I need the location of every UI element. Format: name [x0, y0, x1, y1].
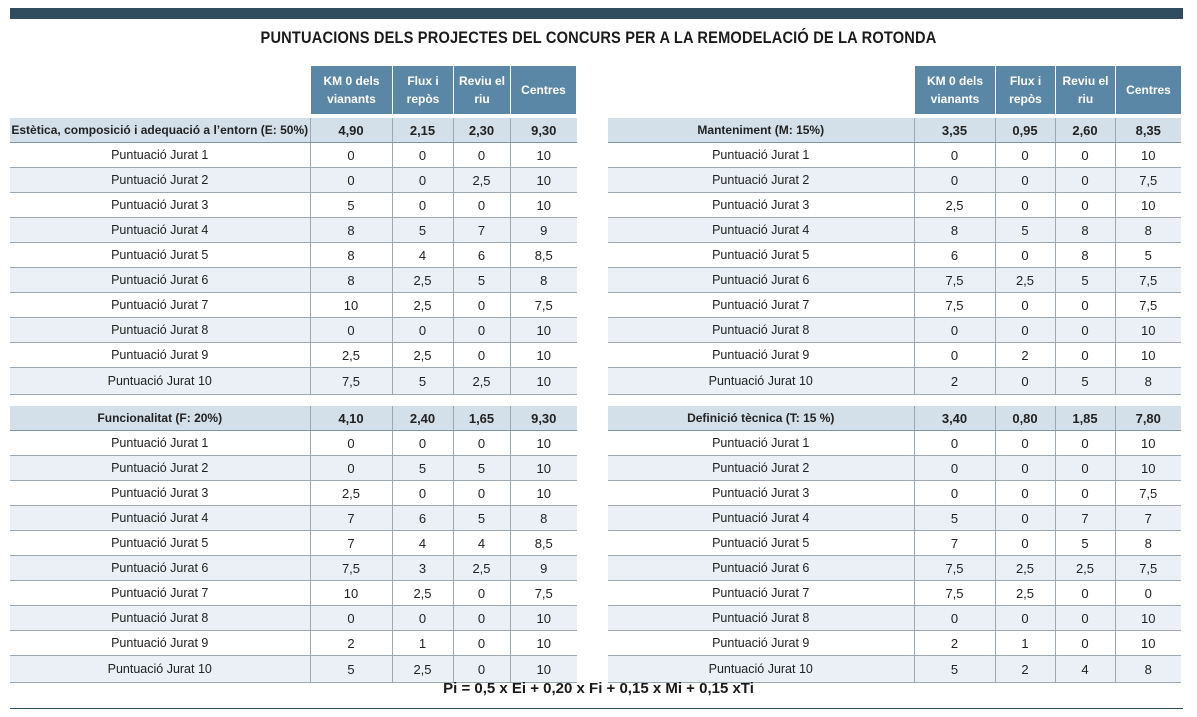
- score-cell: 5: [392, 218, 453, 243]
- table-row: [10, 143, 577, 168]
- section-total-value: 9,30: [510, 406, 577, 431]
- score-cell: 0: [453, 343, 510, 368]
- table-row: [10, 531, 577, 556]
- score-cell: 10: [510, 168, 577, 193]
- table-estetica: [10, 118, 577, 395]
- score-cell: 0: [995, 243, 1055, 268]
- jury-label: Puntuació Jurat 5: [608, 243, 914, 268]
- table-row: [608, 268, 1181, 293]
- score-cell: 0: [453, 293, 510, 318]
- jury-label: Puntuació Jurat 7: [608, 293, 914, 318]
- score-cell: 5: [1055, 531, 1115, 556]
- score-cell: 0: [1055, 606, 1115, 631]
- score-cell: 0: [453, 431, 510, 456]
- score-cell: 4: [1055, 656, 1115, 683]
- score-cell: 10: [1115, 343, 1181, 368]
- table-row: [608, 481, 1181, 506]
- score-cell: 0: [453, 318, 510, 343]
- score-cell: 2,5: [310, 481, 392, 506]
- score-cell: 10: [510, 193, 577, 218]
- score-cell: 10: [510, 431, 577, 456]
- score-cell: 0: [453, 581, 510, 606]
- table-row: [608, 456, 1181, 481]
- section-total-row: [608, 406, 1181, 431]
- table-row: [10, 606, 577, 631]
- jury-label: Puntuació Jurat 7: [10, 293, 310, 318]
- score-cell: 2,5: [995, 268, 1055, 293]
- score-cell: 8: [1055, 243, 1115, 268]
- score-cell: 10: [310, 293, 392, 318]
- score-cell: 1: [995, 631, 1055, 656]
- column-header-km0: KM 0 dels vianants: [915, 66, 995, 114]
- score-cell: 0: [1055, 481, 1115, 506]
- jury-label: Puntuació Jurat 3: [10, 193, 310, 218]
- score-cell: 10: [1115, 431, 1181, 456]
- score-cell: 5: [995, 218, 1055, 243]
- top-rule: [10, 8, 1183, 19]
- score-cell: 7,5: [1115, 481, 1181, 506]
- score-cell: 7,5: [1115, 268, 1181, 293]
- section-total-value: 2,15: [392, 118, 453, 143]
- score-cell: 8: [510, 506, 577, 531]
- score-cell: 7: [453, 218, 510, 243]
- jury-label: Puntuació Jurat 1: [608, 143, 914, 168]
- section-total-value: 2,30: [453, 118, 510, 143]
- score-cell: 9: [510, 556, 577, 581]
- score-cell: 2,5: [995, 581, 1055, 606]
- score-cell: 2: [995, 343, 1055, 368]
- score-cell: 0: [914, 431, 995, 456]
- table-row: [608, 531, 1181, 556]
- table-row: [608, 193, 1181, 218]
- jury-label: Puntuació Jurat 6: [10, 268, 310, 293]
- score-cell: 2,5: [453, 168, 510, 193]
- score-cell: 0: [1055, 456, 1115, 481]
- table-row: [608, 293, 1181, 318]
- table-row: [608, 606, 1181, 631]
- section-label: Definició tècnica (T: 15 %): [608, 406, 914, 431]
- section-total-value: 1,65: [453, 406, 510, 431]
- score-cell: 2: [914, 631, 995, 656]
- table-row: [10, 218, 577, 243]
- score-cell: 2,5: [310, 343, 392, 368]
- score-cell: 0: [995, 143, 1055, 168]
- jury-label: Puntuació Jurat 7: [10, 581, 310, 606]
- jury-label: Puntuació Jurat 8: [608, 318, 914, 343]
- jury-label: Puntuació Jurat 9: [608, 631, 914, 656]
- score-cell: 2,5: [392, 656, 453, 683]
- score-cell: 3: [392, 556, 453, 581]
- score-cell: 0: [1055, 343, 1115, 368]
- section-total-value: 2,60: [1055, 118, 1115, 143]
- score-cell: 4: [392, 531, 453, 556]
- score-cell: 7,5: [914, 268, 995, 293]
- score-cell: 7,5: [914, 293, 995, 318]
- column-header-flux: Flux i repòs: [996, 66, 1055, 114]
- score-cell: 5: [392, 456, 453, 481]
- section-total-value: 4,10: [310, 406, 392, 431]
- table-row: [608, 218, 1181, 243]
- score-cell: 0: [914, 343, 995, 368]
- score-cell: 8: [1115, 368, 1181, 395]
- score-cell: 8: [310, 243, 392, 268]
- score-cell: 4: [392, 243, 453, 268]
- score-cell: 7,5: [1115, 556, 1181, 581]
- score-cell: 0: [1055, 143, 1115, 168]
- section-total-value: 3,35: [914, 118, 995, 143]
- score-cell: 7: [310, 531, 392, 556]
- score-cell: 10: [510, 318, 577, 343]
- section-total-row: [10, 118, 577, 143]
- score-cell: 6: [453, 243, 510, 268]
- score-cell: 8: [510, 268, 577, 293]
- table-manteniment: [608, 118, 1181, 395]
- jury-label: Puntuació Jurat 10: [10, 368, 310, 395]
- column-header-flux: Flux i repòs: [393, 66, 453, 114]
- score-cell: 0: [310, 431, 392, 456]
- score-cell: 6: [392, 506, 453, 531]
- score-cell: 10: [1115, 606, 1181, 631]
- score-cell: 7,5: [510, 581, 577, 606]
- table-row: [10, 193, 577, 218]
- table-row: [608, 343, 1181, 368]
- column-header-centres: Centres: [511, 66, 576, 114]
- section-label: Manteniment (M: 15%): [608, 118, 914, 143]
- table-row: [10, 581, 577, 606]
- score-cell: 2,5: [995, 556, 1055, 581]
- section-total-value: 0,80: [995, 406, 1055, 431]
- score-cell: 0: [453, 481, 510, 506]
- score-cell: 8: [1115, 218, 1181, 243]
- column-header-centres: Centres: [1116, 66, 1181, 114]
- section-total-value: 0,95: [995, 118, 1055, 143]
- score-cell: 2,5: [392, 293, 453, 318]
- score-cell: 10: [510, 143, 577, 168]
- score-cell: 7,5: [914, 556, 995, 581]
- jury-label: Puntuació Jurat 1: [10, 431, 310, 456]
- score-cell: 0: [914, 168, 995, 193]
- score-cell: 2,5: [392, 268, 453, 293]
- jury-label: Puntuació Jurat 8: [608, 606, 914, 631]
- score-cell: 7,5: [310, 556, 392, 581]
- score-cell: 10: [1115, 456, 1181, 481]
- score-cell: 1: [392, 631, 453, 656]
- table-row: [608, 506, 1181, 531]
- jury-label: Puntuació Jurat 5: [608, 531, 914, 556]
- score-cell: 5: [1115, 243, 1181, 268]
- score-cell: 0: [1055, 431, 1115, 456]
- table-row: [10, 556, 577, 581]
- jury-label: Puntuació Jurat 4: [10, 506, 310, 531]
- jury-label: Puntuació Jurat 6: [608, 556, 914, 581]
- jury-label: Puntuació Jurat 6: [608, 268, 914, 293]
- score-cell: 10: [1115, 631, 1181, 656]
- jury-label: Puntuació Jurat 3: [608, 481, 914, 506]
- jury-label: Puntuació Jurat 9: [10, 343, 310, 368]
- score-cell: 0: [995, 506, 1055, 531]
- column-header-reviu: Reviu el riu: [1056, 66, 1115, 114]
- score-cell: 10: [1115, 193, 1181, 218]
- score-cell: 0: [1055, 581, 1115, 606]
- jury-label: Puntuació Jurat 3: [10, 481, 310, 506]
- score-cell: 8: [914, 218, 995, 243]
- table-funcionalitat: [10, 406, 577, 683]
- score-cell: 10: [310, 581, 392, 606]
- column-header-reviu: Reviu el riu: [454, 66, 510, 114]
- score-cell: 8: [310, 268, 392, 293]
- score-cell: 2,5: [1055, 556, 1115, 581]
- score-cell: 0: [1055, 193, 1115, 218]
- table-row: [608, 243, 1181, 268]
- page-title: PUNTUACIONS DELS PROJECTES DEL CONCURS PER A LA REMODELACIÓ DE LA ROTONDA: [260, 28, 937, 47]
- table-row: [608, 556, 1181, 581]
- section-total-row: [608, 118, 1181, 143]
- table-row: [10, 268, 577, 293]
- score-cell: 10: [1115, 143, 1181, 168]
- score-cell: 8,5: [510, 531, 577, 556]
- score-cell: 0: [995, 318, 1055, 343]
- score-cell: 0: [995, 531, 1055, 556]
- score-cell: 10: [1115, 318, 1181, 343]
- table-definicio-tecnica: [608, 406, 1181, 683]
- jury-label: Puntuació Jurat 10: [608, 656, 914, 683]
- jury-label: Puntuació Jurat 2: [608, 456, 914, 481]
- score-cell: 10: [510, 343, 577, 368]
- table-row: [608, 656, 1181, 683]
- score-cell: 0: [392, 606, 453, 631]
- section-total-value: 7,80: [1115, 406, 1181, 431]
- score-cell: 7: [1115, 506, 1181, 531]
- score-cell: 5: [392, 368, 453, 395]
- score-cell: 2,5: [453, 368, 510, 395]
- score-cell: 0: [1055, 631, 1115, 656]
- table-row: [10, 506, 577, 531]
- score-cell: 0: [392, 168, 453, 193]
- jury-label: Puntuació Jurat 4: [608, 506, 914, 531]
- jury-label: Puntuació Jurat 2: [608, 168, 914, 193]
- score-cell: 0: [392, 193, 453, 218]
- table-row: [608, 143, 1181, 168]
- table-row: [10, 656, 577, 683]
- score-cell: 5: [1055, 368, 1115, 395]
- score-cell: 7: [310, 506, 392, 531]
- score-cell: 0: [1055, 293, 1115, 318]
- score-cell: 0: [453, 631, 510, 656]
- score-cell: 7: [914, 531, 995, 556]
- score-cell: 0: [453, 143, 510, 168]
- jury-label: Puntuació Jurat 10: [10, 656, 310, 683]
- section-total-value: 9,30: [510, 118, 577, 143]
- score-cell: 5: [453, 506, 510, 531]
- table-row: [10, 456, 577, 481]
- score-cell: 8: [1115, 531, 1181, 556]
- jury-label: Puntuació Jurat 5: [10, 243, 310, 268]
- score-cell: 0: [453, 606, 510, 631]
- table-row: [10, 318, 577, 343]
- score-cell: 2,5: [392, 343, 453, 368]
- score-cell: 5: [453, 456, 510, 481]
- section-total-row: [10, 406, 577, 431]
- score-cell: 2: [310, 631, 392, 656]
- section-total-value: 2,40: [392, 406, 453, 431]
- score-cell: 0: [995, 456, 1055, 481]
- score-cell: 0: [392, 318, 453, 343]
- table-row: [608, 368, 1181, 395]
- score-cell: 0: [1055, 168, 1115, 193]
- jury-label: Puntuació Jurat 4: [10, 218, 310, 243]
- score-cell: 0: [995, 293, 1055, 318]
- score-cell: 5: [453, 268, 510, 293]
- score-cell: 2,5: [914, 193, 995, 218]
- score-cell: 0: [995, 606, 1055, 631]
- score-cell: 7,5: [310, 368, 392, 395]
- section-label: Estètica, composició i adequació a l’entorn (E: 50%): [10, 118, 310, 143]
- score-cell: 0: [310, 318, 392, 343]
- score-cell: 8: [1055, 218, 1115, 243]
- score-cell: 0: [914, 456, 995, 481]
- section-total-value: 8,35: [1115, 118, 1181, 143]
- jury-label: Puntuació Jurat 6: [10, 556, 310, 581]
- table-row: [10, 243, 577, 268]
- score-cell: 2: [914, 368, 995, 395]
- score-cell: 0: [995, 168, 1055, 193]
- jury-label: Puntuació Jurat 9: [608, 343, 914, 368]
- score-cell: 7,5: [1115, 168, 1181, 193]
- score-cell: 0: [914, 318, 995, 343]
- table-row: [608, 581, 1181, 606]
- table-row: [10, 168, 577, 193]
- table-row: [608, 431, 1181, 456]
- score-cell: 5: [310, 193, 392, 218]
- table-row: [608, 631, 1181, 656]
- score-cell: 9: [510, 218, 577, 243]
- score-cell: 8,5: [510, 243, 577, 268]
- score-cell: 0: [914, 606, 995, 631]
- jury-label: Puntuació Jurat 9: [10, 631, 310, 656]
- score-cell: 2: [995, 656, 1055, 683]
- score-cell: 0: [392, 143, 453, 168]
- table-row: [10, 481, 577, 506]
- table-row: [10, 293, 577, 318]
- score-cell: 0: [1055, 318, 1115, 343]
- jury-label: Puntuació Jurat 8: [10, 606, 310, 631]
- score-cell: 10: [510, 481, 577, 506]
- column-header-km0: KM 0 dels vianants: [311, 66, 392, 114]
- score-cell: 5: [1055, 268, 1115, 293]
- score-cell: 0: [995, 481, 1055, 506]
- score-cell: 0: [995, 368, 1055, 395]
- score-cell: 0: [453, 656, 510, 683]
- score-cell: 0: [392, 431, 453, 456]
- jury-label: Puntuació Jurat 7: [608, 581, 914, 606]
- score-cell: 8: [310, 218, 392, 243]
- table-row: [10, 343, 577, 368]
- score-cell: 2,5: [453, 556, 510, 581]
- table-row: [608, 318, 1181, 343]
- jury-label: Puntuació Jurat 2: [10, 456, 310, 481]
- score-cell: 6: [914, 243, 995, 268]
- table-row: [10, 431, 577, 456]
- table-row: [10, 368, 577, 395]
- score-cell: 7: [1055, 506, 1115, 531]
- score-cell: 7,5: [1115, 293, 1181, 318]
- score-cell: 0: [310, 456, 392, 481]
- score-cell: 4: [453, 531, 510, 556]
- formula: Pi = 0,5 x Ei + 0,20 x Fi + 0,15 x Mi + 0,15 xTi: [443, 680, 754, 697]
- section-total-value: 4,90: [310, 118, 392, 143]
- score-cell: 10: [510, 631, 577, 656]
- score-cell: 10: [510, 456, 577, 481]
- section-total-value: 1,85: [1055, 406, 1115, 431]
- jury-label: Puntuació Jurat 5: [10, 531, 310, 556]
- section-label: Funcionalitat (F: 20%): [10, 406, 310, 431]
- jury-label: Puntuació Jurat 10: [608, 368, 914, 395]
- score-cell: 10: [510, 656, 577, 683]
- jury-label: Puntuació Jurat 2: [10, 168, 310, 193]
- score-cell: 0: [995, 431, 1055, 456]
- jury-label: Puntuació Jurat 3: [608, 193, 914, 218]
- score-cell: 10: [510, 368, 577, 395]
- score-cell: 8: [1115, 656, 1181, 683]
- score-cell: 7,5: [914, 581, 995, 606]
- score-cell: 0: [995, 193, 1055, 218]
- jury-label: Puntuació Jurat 4: [608, 218, 914, 243]
- bottom-rule: [10, 708, 1183, 709]
- score-cell: 0: [914, 143, 995, 168]
- score-cell: 5: [914, 506, 995, 531]
- jury-label: Puntuació Jurat 1: [608, 431, 914, 456]
- score-cell: 0: [453, 193, 510, 218]
- section-total-value: 3,40: [914, 406, 995, 431]
- score-cell: 0: [914, 481, 995, 506]
- jury-label: Puntuació Jurat 8: [10, 318, 310, 343]
- score-cell: 0: [310, 168, 392, 193]
- table-row: [10, 631, 577, 656]
- score-cell: 0: [392, 481, 453, 506]
- score-cell: 0: [310, 606, 392, 631]
- score-cell: 5: [310, 656, 392, 683]
- score-cell: 2,5: [392, 581, 453, 606]
- jury-label: Puntuació Jurat 1: [10, 143, 310, 168]
- score-cell: 7,5: [510, 293, 577, 318]
- score-cell: 10: [510, 606, 577, 631]
- score-cell: 5: [914, 656, 995, 683]
- table-row: [608, 168, 1181, 193]
- score-cell: 0: [310, 143, 392, 168]
- score-cell: 0: [1115, 581, 1181, 606]
